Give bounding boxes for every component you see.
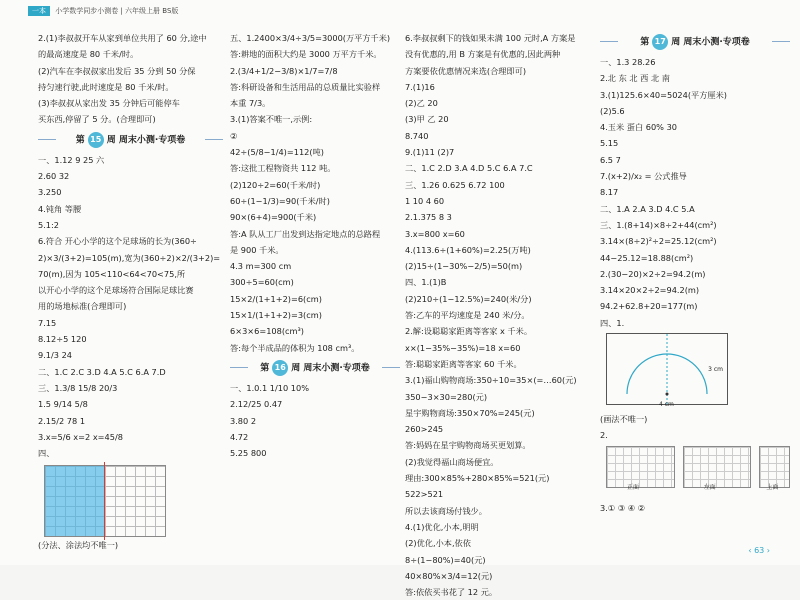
answer-line: 3.(1)福山购物商场:350÷10=35×(=…60(元) <box>405 375 577 386</box>
answer-line: 6.符合 开心小学的这个足球场的长为(360÷ <box>38 236 197 247</box>
answer-line: 3.14×20×2÷2=94.2(m) <box>600 285 700 296</box>
answer-line: 94.2+62.8+20=177(m) <box>600 301 698 312</box>
answer-line: 4.(113.6÷(1+60%)=2.25(万吨) <box>405 244 531 255</box>
section-heading-week-17: 第 17 周 周末小测·专项卷 <box>600 34 790 50</box>
answer-line: 2.解:设聪聪家距离等客家 x 千米。 <box>405 326 533 337</box>
answer-line: 的最高速度是 80 千米/时。 <box>38 49 139 60</box>
column-1 <box>38 30 223 554</box>
answer-line: 7.(x+2)/x₂ = 公式推导 <box>600 171 687 182</box>
shaded-region <box>45 466 105 536</box>
answer-line: 44−25.12=18.88(cm²) <box>600 252 694 263</box>
diagram-note: (画法不唯一) <box>600 414 648 425</box>
answer-line: 四、1. <box>600 317 625 328</box>
answer-line: 260>245 <box>405 424 444 435</box>
answer-line: 4.钝角 等腰 <box>38 203 82 214</box>
answer-line: 6×3×6=108(cm³) <box>230 326 304 337</box>
answer-line: (2)优化,小本,依依 <box>405 538 471 549</box>
page-number: ‹ 63 › <box>748 546 770 555</box>
answer-line: 8.740 <box>405 130 429 141</box>
shaded-grid-figure <box>44 465 166 537</box>
section-heading-week-16: 第 16 周 周末小测·专项卷 <box>230 360 400 376</box>
answer-line: 本重 7/3。 <box>230 98 271 109</box>
answer-line: 一、1.0.1 1/10 10% <box>230 382 309 393</box>
answer-line: 没有优惠的,用 B 方案是有优惠的,因此两种 <box>405 49 561 60</box>
answer-line: 4.(1)优化,小本,明明 <box>405 521 479 532</box>
answer-line: 三、1.(8+14)×8÷2+44(cm²) <box>600 219 717 230</box>
answer-line: 三、1.26 0.625 6.72 100 <box>405 179 505 190</box>
answer-line: 答:聪聪家距离等客家 60 千米。 <box>405 358 522 369</box>
left-view: 左面 <box>683 446 752 488</box>
answer-line: 5.1:2 <box>38 219 59 230</box>
answer-line: 四、1.(1)B <box>405 277 447 288</box>
answer-line: 3.(1)答案不唯一,示例: <box>230 114 313 125</box>
answer-line: 2.(30−20)×2÷2=94.2(m) <box>600 268 706 279</box>
top-view: 上面 <box>759 446 790 488</box>
answer-line: 买东西,停留了 5 分。(合理即可) <box>38 114 156 125</box>
answer-line: (2)210÷(1−12.5%)=240(米/分) <box>405 293 532 304</box>
answer-line: 持匀速行驶,此时速度是 80 千米/时。 <box>38 81 174 92</box>
answer-line: 答:乙车的平均速度是 240 米/分。 <box>405 310 530 321</box>
answer-line: 1.5 9/14 5/8 <box>38 399 88 410</box>
answer-line: 1 10 4 60 <box>405 195 445 206</box>
answer-line: 所以去该商场付钱少。 <box>405 505 487 516</box>
radius-label: 3 cm <box>708 366 723 374</box>
week-badge: 17 <box>652 34 668 50</box>
answer-line: 40×80%×3/4=12(元) <box>405 570 493 581</box>
answer-line: 答:这批工程物资共 112 吨。 <box>230 163 336 174</box>
answer-line: 四、 <box>38 448 55 459</box>
answer-line: 2.60 32 <box>38 171 70 182</box>
answer-line: 一、1.12 9 25 六 <box>38 154 105 165</box>
answer-line: 2.(1)李叔叔开车从家到单位共用了 60 分,途中 <box>38 33 207 43</box>
answer-line: 答:依依买书花了 12 元。 <box>405 587 498 598</box>
answer-line: 2)×3/(3+2)=105(m),宽为(360÷2)×2/(3+2)= <box>38 252 221 263</box>
answer-line: 60÷(1−1/3)=90(千米/时) <box>230 195 330 206</box>
answer-line: 5.25 800 <box>230 448 267 459</box>
answer-line: 答:每个半成品的体积为 108 cm³。 <box>230 342 360 353</box>
center-label: 4 cm <box>659 400 674 408</box>
answer-line: 15×2/(1+1+2)=6(cm) <box>230 293 322 304</box>
answer-line: 3.x=800 x=60 <box>405 228 465 239</box>
answer-line: 二、1.C 2.D 3.A 4.D 5.C 6.A 7.C <box>405 163 533 174</box>
answer-line: 答:科研设备和生活用品的总质量比实验样 <box>230 81 381 92</box>
q3-answer: 3.① ③ ④ ② <box>600 502 645 513</box>
answer-line: (2)我觉得福山商场便宜。 <box>405 456 499 467</box>
answer-line: 二、1.A 2.A 3.D 4.C 5.A <box>600 203 695 214</box>
answer-line: 9.(1)11 (2)7 <box>405 147 455 158</box>
divider-line <box>104 462 105 540</box>
answer-line: 星宇购物商场:350×70%=245(元) <box>405 407 535 418</box>
answer-line: x×(1−35%−35%)=18 x=60 <box>405 342 521 353</box>
answer-line: 3.(1)125.6×40=5024(平方厘米) <box>600 89 727 100</box>
three-views <box>606 446 790 492</box>
answer-line: (2)5.6 <box>600 105 625 116</box>
answer-line: 4.72 <box>230 431 249 442</box>
answer-line: 6.5 7 <box>600 154 621 165</box>
answer-line: 42÷(5/8−1/4)=112(吨) <box>230 147 324 158</box>
answer-line: 三、1.3/8 15/8 20/3 <box>38 382 118 393</box>
answer-line: 2.12/25 0.47 <box>230 399 283 410</box>
answer-line: 2.(3/4+1/2−3/8)×1/7=7/8 <box>230 65 338 76</box>
answer-line: 522>521 <box>405 489 444 500</box>
answer-line: 90×(6+4)=900(千米) <box>230 212 317 223</box>
answer-line: 70(m),因为 105<110<64<70<75,所 <box>38 268 186 279</box>
answer-line: 2.北 东 北 西 北 南 <box>600 73 670 84</box>
answer-line: (2)120÷2=60(千米/时) <box>230 179 321 190</box>
figure-note: (分法、涂法均不唯一) <box>38 540 119 551</box>
answer-line: 方案要依优惠情况来选(合理即可) <box>405 65 527 76</box>
answer-line: 答:耕地的面积大约是 3000 万平方千米。 <box>230 49 382 60</box>
answer-line: 7.15 <box>38 317 57 328</box>
answer-line: (3)李叔叔从家出发 35 分钟后可能停车 <box>38 98 180 109</box>
answer-line: (3)甲 乙 20 <box>405 114 449 125</box>
answer-line: 理由:300×85%+280×85%=521(元) <box>405 473 550 484</box>
front-view: 正面 <box>606 446 675 488</box>
answer-line: 3.14×(8÷2)²÷2=25.12(cm²) <box>600 236 717 247</box>
brand-logo: 一本 <box>28 6 50 16</box>
answer-line: 300÷5=60(cm) <box>230 277 294 288</box>
answer-line: 3.80 2 <box>230 415 257 426</box>
answer-line: 用的场地标准(合理即可) <box>38 301 127 312</box>
answer-line: 3.x=5/6 x=2 x=45/8 <box>38 431 123 442</box>
page-header <box>28 6 178 16</box>
answer-line: 8.17 <box>600 187 619 198</box>
answer-line: 答:妈妈在星宇购物商场买更划算。 <box>405 440 531 451</box>
answer-line: 2.1.375 8 3 <box>405 212 452 223</box>
answer-line: (2)汽车在李叔叔家出发后 35 分到 50 分保 <box>38 65 196 76</box>
section-heading-week-15: 第 15 周 周末小测·专项卷 <box>38 132 223 148</box>
answer-line: 以开心小学的这个足球场符合国际足球比赛 <box>38 285 194 296</box>
answer-line: 8.12÷5 120 <box>38 334 87 345</box>
week-badge: 15 <box>88 132 104 148</box>
answer-line: 9.1/3 24 <box>38 350 73 361</box>
answer-line: 五、1.2400×3/4÷3/5=3000(万平方千米) <box>230 33 391 43</box>
answer-line: 7.(1)16 <box>405 81 435 92</box>
semicircle-diagram <box>606 333 728 408</box>
column-3 <box>405 30 595 600</box>
answer-line: 一、1.3 28.26 <box>600 57 656 67</box>
answer-line: 5.15 <box>600 138 619 149</box>
answer-line: 二、1.C 2.C 3.D 4.A 5.C 6.A 7.D <box>38 366 166 377</box>
q2-label: 2. <box>600 430 608 441</box>
answer-line: ② <box>230 130 238 141</box>
answer-line: 15×1/(1+1+2)=3(cm) <box>230 310 322 321</box>
answer-line: 3.250 <box>38 187 62 198</box>
answer-line: (2)15÷(1−30%−2/5)=50(m) <box>405 261 523 272</box>
answer-line: 4.3 m=300 cm <box>230 261 292 272</box>
column-2 <box>230 30 400 461</box>
answer-line: 4.玉米 蛋白 60% 30 <box>600 122 677 133</box>
answer-line: 8÷(1−80%)=40(元) <box>405 554 486 565</box>
answer-line: 是 900 千米。 <box>230 244 284 255</box>
column-4 <box>600 30 790 516</box>
answer-line: (2)乙 20 <box>405 98 438 109</box>
book-title: 小学数学同步小测卷 | 六年级上册 BS版 <box>55 7 179 15</box>
week-badge: 16 <box>272 360 288 376</box>
answer-line: 6.李叔叔剩下的钱如果未满 100 元时,A 方案是 <box>405 33 576 43</box>
answer-line: 350−3×30=280(元) <box>405 391 488 402</box>
answer-line: 答:A 队从工厂出发到达指定地点的总路程 <box>230 228 381 239</box>
answer-line: 2.15/2 78 1 <box>38 415 86 426</box>
